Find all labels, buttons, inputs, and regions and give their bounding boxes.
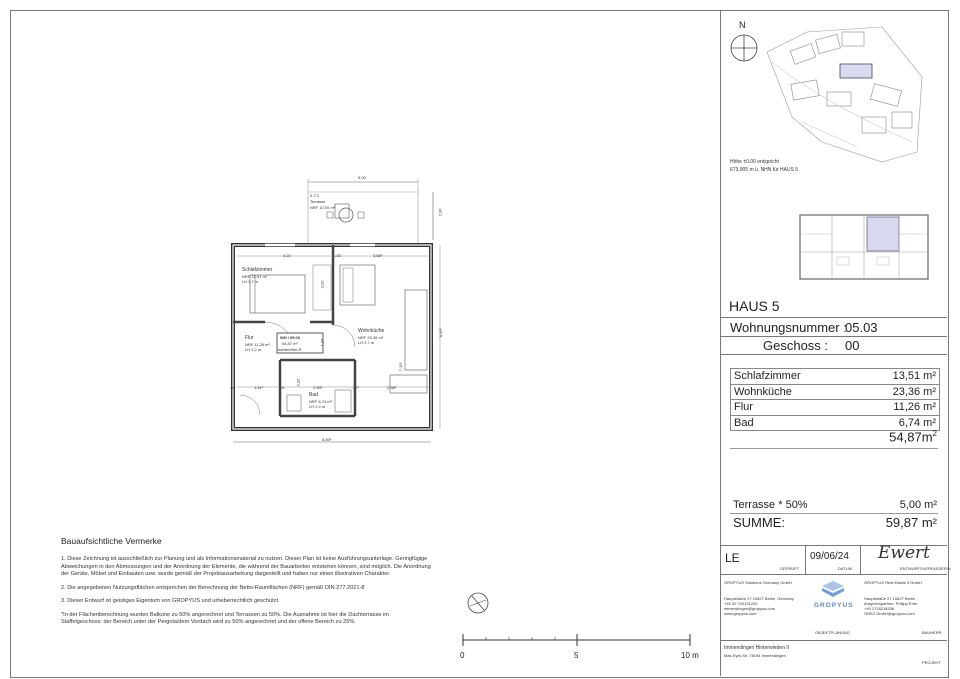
rule — [730, 448, 938, 449]
compass-small — [464, 590, 494, 620]
subtotal — [862, 429, 937, 444]
dim-715: 7,15⁵ — [398, 361, 404, 372]
dim-232: 2,32 — [295, 378, 301, 387]
company1-addr — [724, 596, 794, 616]
dim-44: 44 — [230, 385, 235, 390]
house-title: HAUS 5 — [729, 298, 780, 314]
dim-57: 57⁵ — [353, 385, 360, 390]
room-row — [731, 369, 939, 385]
bad-lh: LH 2,4 m — [309, 404, 326, 409]
rule — [720, 574, 947, 575]
room-row — [731, 416, 939, 431]
dim-26: 26 — [280, 385, 285, 390]
floor-plan — [215, 170, 460, 460]
note-1: 1. Diese Zeichnung ist ausschließlich zur Planung und als Informationsmaterial zu nutzen. Dieser Plan ist keine Ausführungsunterlage. Geringfügige Abweichungen in den Abmessungen und der Anordnung der Elemente, die während der Bauarbeiten entstehen können, sind möglich. Die Anordnung der Geräte, Möbel und Einbauten usw. wurde gemäß der Projektausarbeitung dargestellt und haben nur einen illustrativen Charakter. — [61, 556, 431, 577]
addr-line: www.gropyus.com — [724, 611, 757, 616]
bad-name: Bad — [309, 392, 318, 398]
project-line2: Max-Eyth-Str. 78194 Immendingen — [724, 653, 786, 658]
key-plan — [797, 212, 932, 282]
project-line1: Immendingen Hinterwieden II — [724, 645, 790, 651]
note-2: 2. Die angegebenen Nutzungsflächen entsprechen der Berechnung der Netto-Raumflächen (NRF) gemäß DIN 277:2021-8 — [61, 584, 365, 591]
logo-text: GROPYUS — [814, 602, 854, 609]
scale-5: 5 — [574, 651, 579, 660]
note-3: 3. Dieser Entwurf ist geistiges Eigentum von GROPYUS und urheberrechtlich geschützt. — [61, 598, 280, 604]
addr-line: immendingen@gropyus.com — [724, 606, 775, 611]
rule — [720, 640, 947, 641]
summe-label: SUMME: — [733, 515, 785, 530]
subtotal-sup: 2 — [932, 429, 937, 438]
rule — [730, 513, 938, 514]
notes-title: Bauaufsichtliche Vermerke — [61, 536, 162, 546]
floor-label: Geschoss : — [763, 338, 829, 353]
addr-line: Ansprechpartner: Philipp Erler — [864, 601, 918, 606]
le-label: LE — [725, 551, 740, 565]
bad-nrf: NRF 6,74 m² — [309, 399, 332, 404]
company2-addr — [864, 596, 917, 616]
room-name: Schlafzimmer — [734, 370, 801, 382]
gropyus-logo-icon — [818, 580, 848, 598]
flur-name: Flur — [245, 335, 254, 341]
company2-name: GROPYUS Real Estate 3 GmbH — [864, 580, 922, 585]
apt-box-line3: barrierefrei-R — [278, 347, 302, 352]
addr-line: GRE2-GmbH@gropyus.com — [864, 611, 915, 616]
terrace-nrf: NRF 10,00 m² — [310, 205, 336, 210]
rule — [720, 354, 947, 355]
wk-lh: LH 2,7 m — [358, 340, 375, 345]
projekt-label: PROJEKT — [922, 660, 941, 665]
rule — [720, 317, 947, 318]
apt-box-line2: 54,87 m² — [282, 341, 298, 346]
tb-divider — [860, 545, 861, 574]
north-label: N — [739, 20, 746, 30]
note-4: *In der Flächenberechnung wurden Balkone zu 50% angerechnet und Terrassen zu 50%. Die Ausnahme ist hier die Dachterrasse im Staffelgeschoss: der Bereich unter der Pergola/dem Vordach wird zu 50% angerechnet und der offene Bereich zu 25%. — [61, 611, 389, 625]
addr-line: +49 30 700101200 — [724, 601, 758, 606]
sheet-divider — [720, 10, 721, 676]
dim-238: 2,38⁵ — [387, 385, 397, 390]
dim-top: 5,00 — [358, 175, 366, 180]
site-plan — [762, 22, 937, 172]
addr-line: Hauptstraße 27 10827 Berlin, Germany — [724, 596, 794, 601]
addr-line: +49 1716218336 — [864, 606, 895, 611]
apt-box-line1: WH / 05.03 — [280, 335, 301, 340]
notes-body — [61, 556, 431, 633]
flur-nrf: NRF 11,26 m² — [245, 342, 270, 347]
dim-290: 2,90⁵ — [313, 385, 323, 390]
schlaf-lh: LH 2,7 m — [242, 279, 259, 284]
elevation-line2: 673,905 m ü. NHN für HAUS 5 — [730, 167, 799, 173]
dim-181: 1,81⁵ — [254, 385, 264, 390]
summe-value: 59,87 m² — [885, 515, 937, 530]
scale-0: 0 — [460, 651, 465, 660]
room-name: Bad — [734, 416, 754, 429]
room-row — [731, 400, 939, 416]
scale-bar — [460, 630, 700, 650]
tb-divider — [805, 545, 806, 574]
objektplanung-label: OBJEKTPLANUNG — [815, 630, 850, 635]
dim-terrace-right: 2,00 — [437, 208, 443, 217]
company1-name: GROPYUS Solutions Germany GmbH — [724, 580, 792, 585]
date-value: 09/06/24 — [810, 551, 849, 562]
wk-nrf: NRF 23,36 m² — [358, 335, 384, 340]
apt-value: 05.03 — [845, 320, 878, 335]
room-area: 6,74 m² — [898, 416, 936, 429]
terrace-id: 0.T.3 — [310, 193, 319, 198]
room-row — [731, 385, 939, 401]
subtotal-value: 54,87m — [889, 429, 933, 445]
signature: Ewert — [878, 543, 930, 563]
north-compass — [728, 32, 760, 64]
dim-358: 3,58⁵ — [373, 253, 383, 258]
dim-422: 4,22 — [283, 253, 291, 258]
schlaf-name: Schlafzimmer — [242, 267, 273, 273]
room-name: Wohnküche — [734, 385, 792, 398]
room-area: 13,51 m² — [892, 370, 936, 382]
dim-885: 8,85⁵ — [322, 437, 332, 442]
terrace-name: Terrasse — [310, 199, 326, 204]
terrace-label: Terrasse * 50% — [733, 499, 808, 511]
scale-10: 10 m — [681, 651, 699, 660]
schlaf-nrf: NRF 13,51 m² — [242, 274, 268, 279]
dim-320: 3,20 — [319, 280, 325, 289]
bauherr-label: BAUHERR — [922, 630, 942, 635]
flur-lh: LH 2,2 m — [245, 347, 262, 352]
terrace-value: 5,00 m² — [899, 499, 937, 511]
room-table — [730, 368, 940, 431]
room-name: Flur — [734, 401, 753, 413]
elevation-line1: Höhe ±0.00 entspricht — [730, 159, 779, 165]
dim-137: 1,37 — [319, 338, 325, 347]
apt-label: Wohnungsnummer : — [730, 320, 847, 335]
geprueft-label: GEPRÜFT — [780, 566, 800, 571]
room-area: 11,26 m² — [893, 401, 936, 413]
rule — [720, 336, 947, 337]
datum-label: DATUM — [838, 566, 852, 571]
entwurf-label: ENTWURFSVERFASSERIN — [900, 566, 951, 571]
floor-value: 00 — [845, 338, 860, 353]
dim-115: 1,15 — [333, 253, 341, 258]
wk-name: Wohnküche — [358, 328, 385, 334]
dim-845: 8,45⁵ — [438, 327, 444, 338]
room-area: 23,36 m² — [892, 385, 936, 398]
addr-line: Hauptstraße 27 10827 Berlin — [864, 596, 916, 601]
